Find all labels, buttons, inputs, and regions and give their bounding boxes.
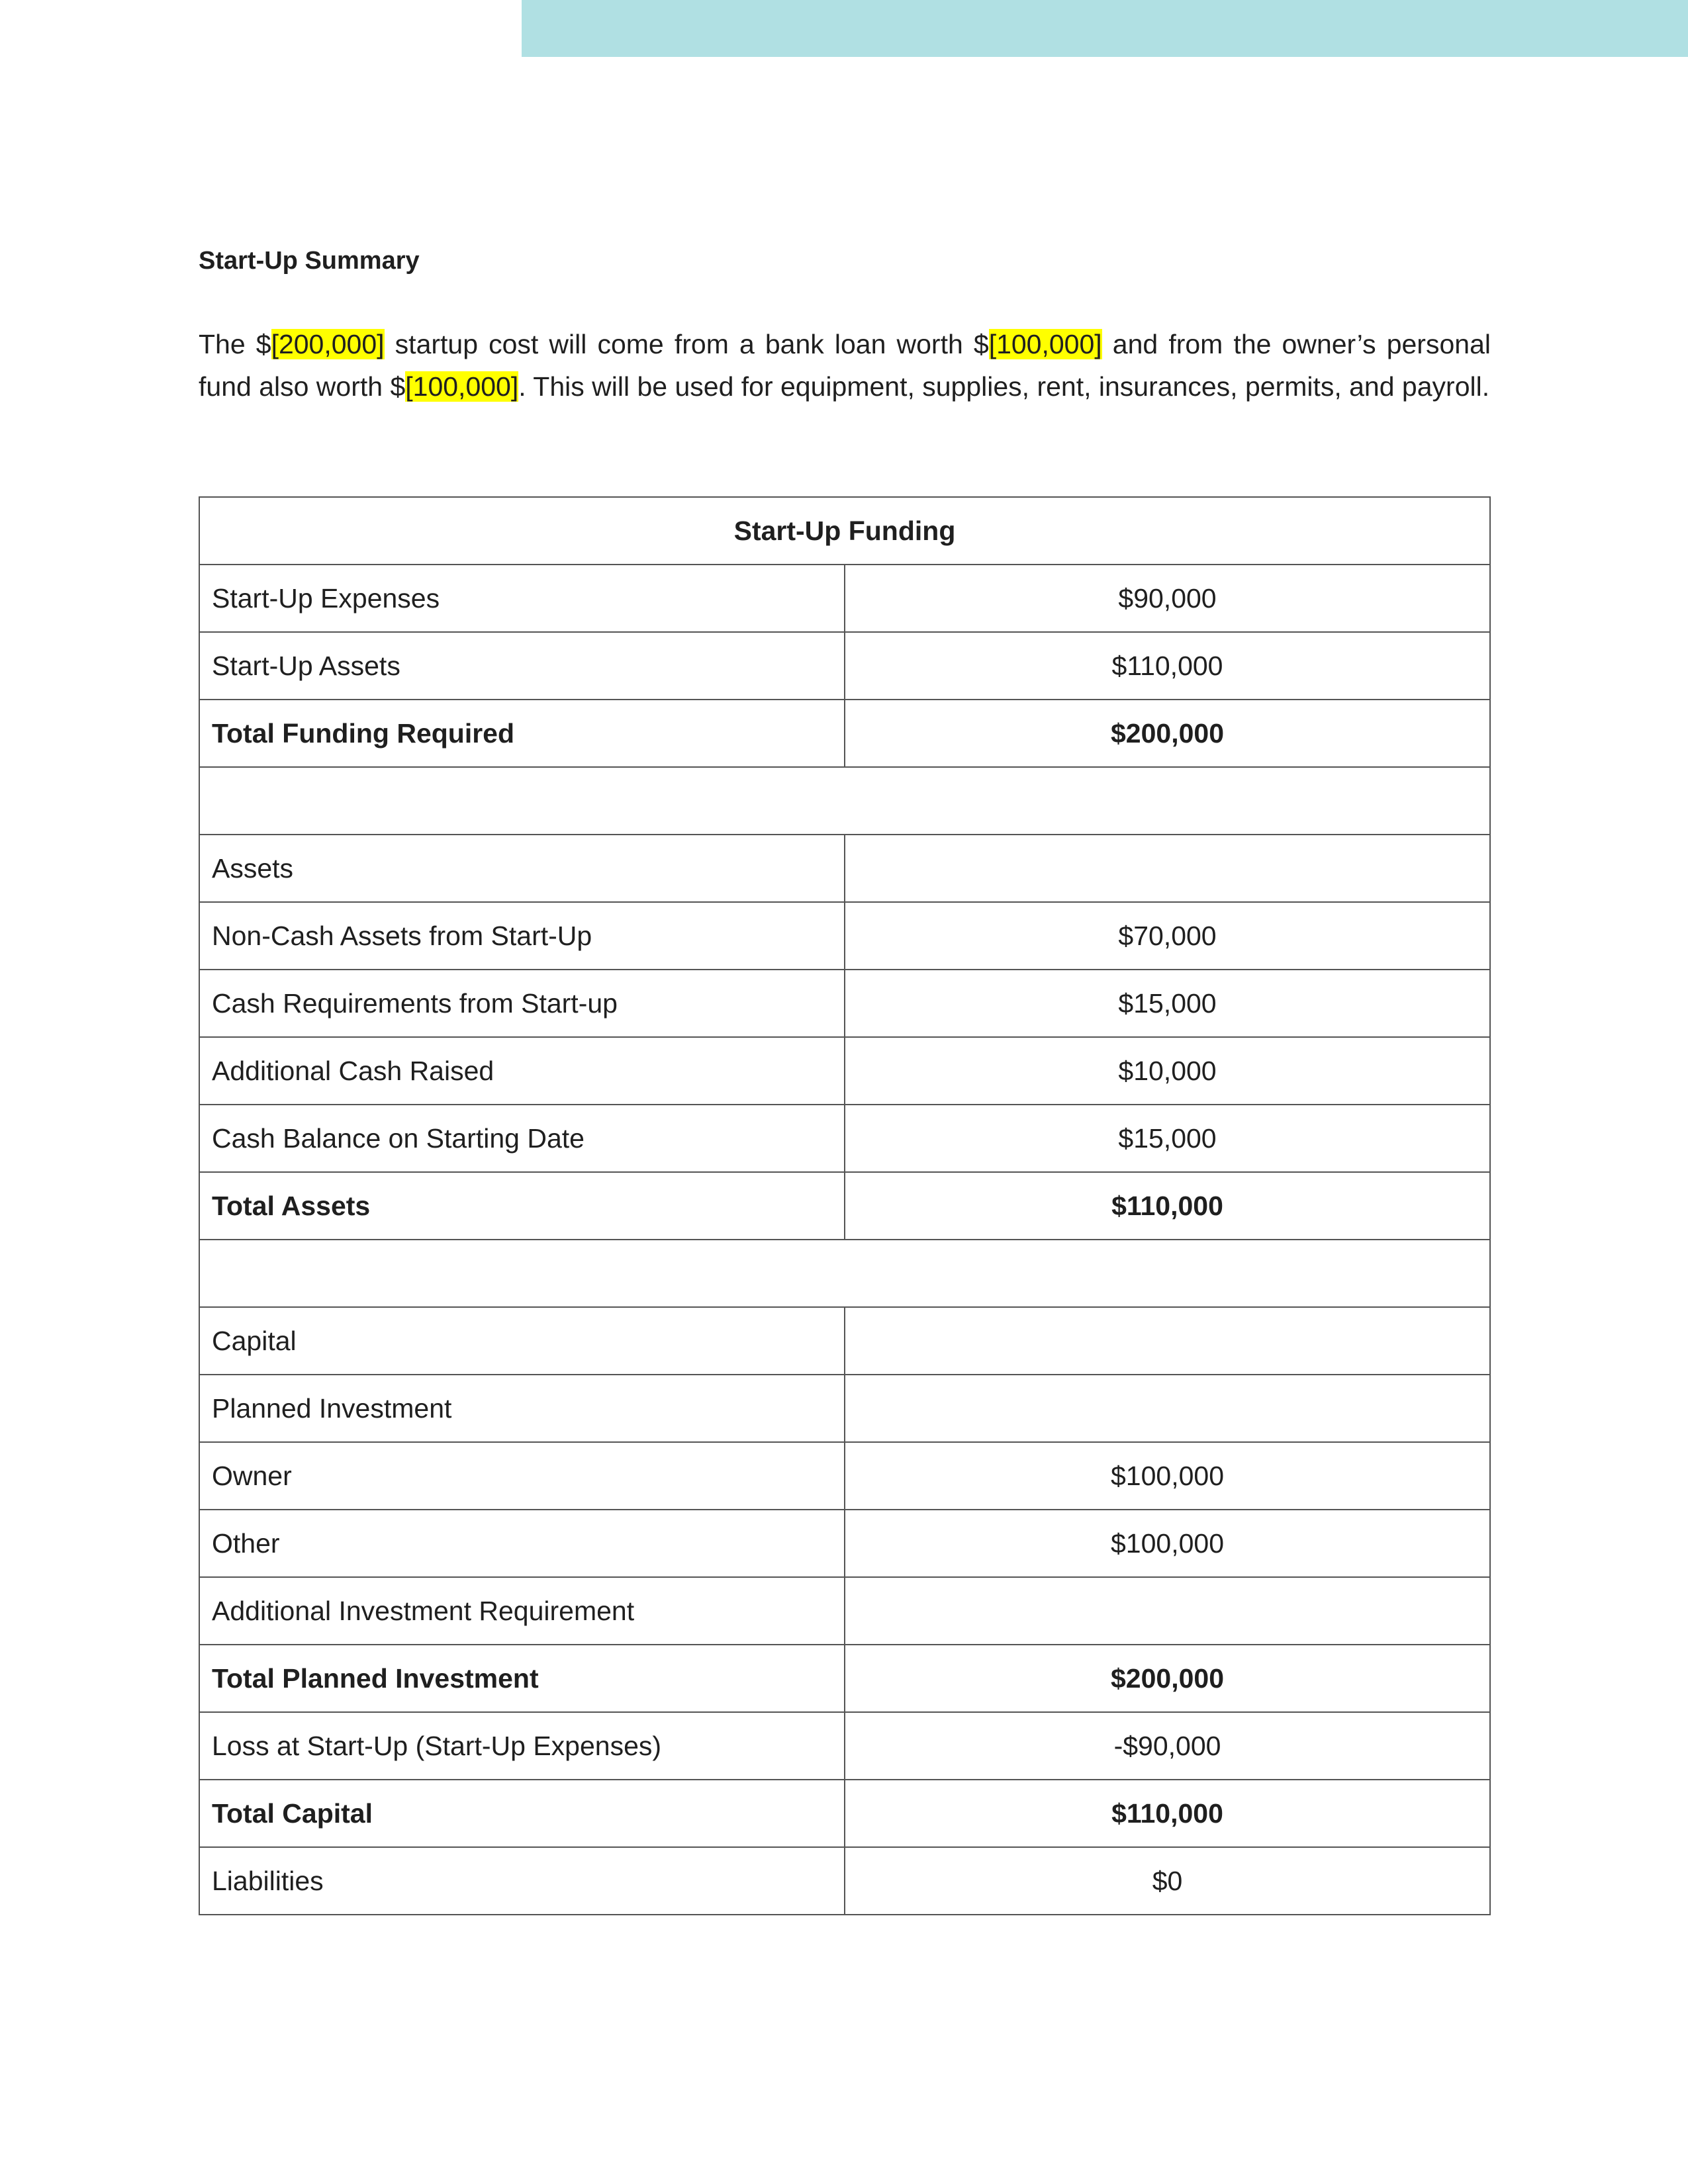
highlighted-bank-loan: [100,000] bbox=[988, 329, 1102, 359]
table-row bbox=[199, 970, 1490, 1037]
row-label: Loss at Start-Up (Start-Up Expenses) bbox=[199, 1712, 845, 1780]
row-label: Start-Up Expenses bbox=[199, 565, 845, 632]
table-title-row bbox=[199, 497, 1490, 565]
row-label: Start-Up Assets bbox=[199, 632, 845, 700]
section-title: Start-Up Summary bbox=[199, 247, 420, 275]
spacer-cell bbox=[199, 1240, 1490, 1307]
row-value bbox=[845, 835, 1490, 902]
table-row bbox=[199, 835, 1490, 902]
table-row bbox=[199, 1307, 1490, 1375]
table-row bbox=[199, 1510, 1490, 1577]
row-value bbox=[845, 1577, 1490, 1645]
row-label: Total Assets bbox=[199, 1172, 845, 1240]
table-total-row bbox=[199, 1780, 1490, 1847]
row-label: Additional Investment Requirement bbox=[199, 1577, 845, 1645]
highlighted-total-cost: [200,000] bbox=[271, 329, 385, 359]
row-value: $15,000 bbox=[845, 1105, 1490, 1172]
intro-text-4: . This will be used for equipment, supplies, rent, insurances, permits, and payroll. bbox=[518, 371, 1490, 402]
row-label: Cash Requirements from Start-up bbox=[199, 970, 845, 1037]
spacer-cell bbox=[199, 767, 1490, 835]
startup-funding-table bbox=[199, 496, 1491, 1915]
highlighted-owner-fund: [100,000] bbox=[405, 371, 519, 402]
intro-text-3: and from the owner’s personal fund also worth $ bbox=[199, 329, 1491, 402]
row-value: $200,000 bbox=[845, 1645, 1490, 1712]
table-spacer-row bbox=[199, 1240, 1490, 1307]
row-label: Other bbox=[199, 1510, 845, 1577]
table-row bbox=[199, 1577, 1490, 1645]
row-value: $90,000 bbox=[845, 565, 1490, 632]
table-total-row bbox=[199, 700, 1490, 767]
row-label: Liabilities bbox=[199, 1847, 845, 1915]
table-row bbox=[199, 565, 1490, 632]
header-color-band bbox=[522, 0, 1688, 57]
row-label: Additional Cash Raised bbox=[199, 1037, 845, 1105]
row-label: Total Capital bbox=[199, 1780, 845, 1847]
row-value: $15,000 bbox=[845, 970, 1490, 1037]
row-value: $100,000 bbox=[845, 1442, 1490, 1510]
row-value: $110,000 bbox=[845, 1780, 1490, 1847]
row-value bbox=[845, 1307, 1490, 1375]
table-row bbox=[199, 1442, 1490, 1510]
table-total-row bbox=[199, 1645, 1490, 1712]
row-label: Owner bbox=[199, 1442, 845, 1510]
table-row bbox=[199, 1037, 1490, 1105]
row-value: $0 bbox=[845, 1847, 1490, 1915]
table-spacer-row bbox=[199, 767, 1490, 835]
row-label: Non-Cash Assets from Start-Up bbox=[199, 902, 845, 970]
row-value: $110,000 bbox=[845, 1172, 1490, 1240]
row-value: -$90,000 bbox=[845, 1712, 1490, 1780]
table-row bbox=[199, 632, 1490, 700]
row-label: Total Planned Investment bbox=[199, 1645, 845, 1712]
row-label: Planned Investment bbox=[199, 1375, 845, 1442]
intro-text-1: The $ bbox=[199, 329, 271, 359]
intro-text-2: startup cost will come from a bank loan worth $ bbox=[384, 329, 989, 359]
table-row bbox=[199, 1105, 1490, 1172]
row-value: $100,000 bbox=[845, 1510, 1490, 1577]
row-label: Cash Balance on Starting Date bbox=[199, 1105, 845, 1172]
table-row bbox=[199, 1847, 1490, 1915]
row-label: Capital bbox=[199, 1307, 845, 1375]
row-value bbox=[845, 1375, 1490, 1442]
row-value: $110,000 bbox=[845, 632, 1490, 700]
row-value: $10,000 bbox=[845, 1037, 1490, 1105]
table-row bbox=[199, 1712, 1490, 1780]
table-total-row bbox=[199, 1172, 1490, 1240]
row-value: $70,000 bbox=[845, 902, 1490, 970]
row-label: Total Funding Required bbox=[199, 700, 845, 767]
row-value: $200,000 bbox=[845, 700, 1490, 767]
table-title: Start-Up Funding bbox=[199, 497, 1490, 565]
row-label: Assets bbox=[199, 835, 845, 902]
table-row bbox=[199, 902, 1490, 970]
table-row bbox=[199, 1375, 1490, 1442]
intro-paragraph bbox=[199, 323, 1491, 408]
